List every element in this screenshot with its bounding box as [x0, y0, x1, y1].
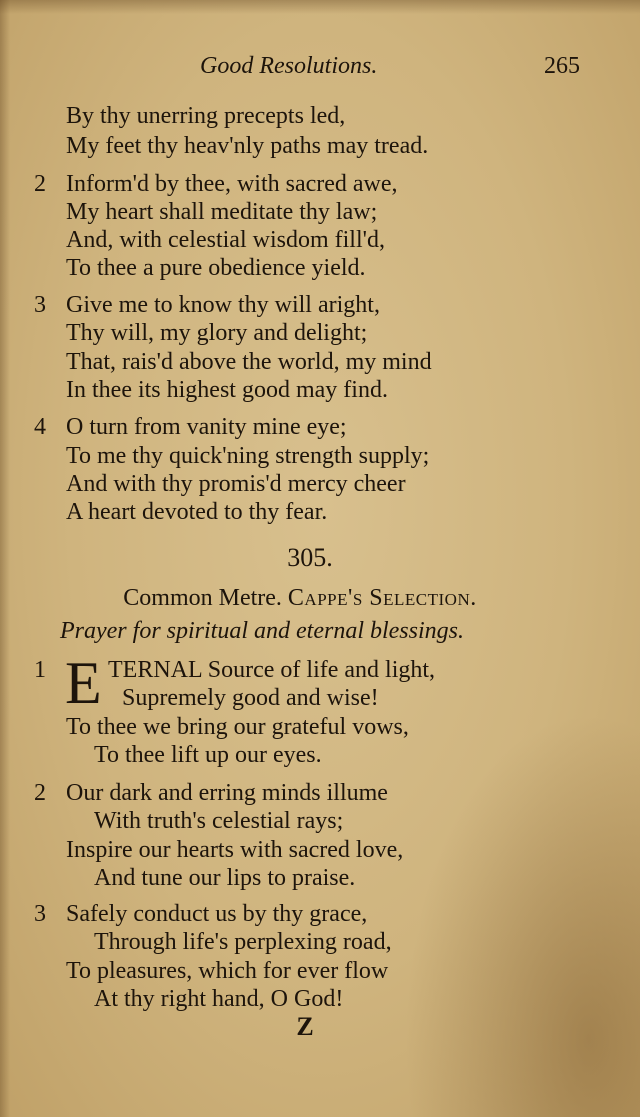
- stanza-number: 2: [34, 171, 46, 197]
- stanza-number: 4: [34, 414, 46, 440]
- page-number: 265: [544, 53, 580, 79]
- verse-line: Thy will, my glory and delight;: [66, 320, 368, 346]
- verse-line: With truth's celestial rays;: [94, 808, 344, 834]
- stanza-number: 3: [34, 292, 46, 318]
- hymn-title: Prayer for spiritual and eternal blessings.: [60, 618, 464, 644]
- verse-line: Inform'd by thee, with sacred awe,: [66, 171, 398, 197]
- page-top-shadow: [0, 0, 640, 14]
- verse-line: My feet thy heav'nly paths may tread.: [66, 133, 429, 159]
- verse-line: To thee a pure obedience yield.: [66, 255, 366, 281]
- verse-line: At thy right hand, O God!: [94, 986, 344, 1012]
- hymn-meter-line: [0, 585, 600, 612]
- verse-line: In thee its highest good may find.: [66, 377, 388, 403]
- stanza-number: 1: [34, 657, 46, 683]
- verse-line: Our dark and erring minds illume: [66, 780, 388, 806]
- running-head-title: Good Resolutions.: [200, 53, 378, 79]
- verse-line: And tune our lips to praise.: [94, 865, 356, 891]
- hymn-number: 305.: [287, 543, 333, 572]
- stanza-number: 3: [34, 901, 46, 927]
- verse-line: TERNAL Source of life and light,: [108, 657, 436, 683]
- hymn-meter: Common Metre.: [123, 585, 282, 611]
- verse-line: That, rais'd above the world, my mind: [66, 349, 432, 375]
- stanza-number: 2: [34, 780, 46, 806]
- drop-cap: E: [65, 650, 102, 716]
- verse-line: Through life's perplexing road,: [94, 929, 392, 955]
- verse-line: By thy unerring precepts led,: [66, 103, 346, 129]
- verse-line: To thee lift up our eyes.: [94, 742, 322, 768]
- verse-line: My heart shall meditate thy law;: [66, 199, 378, 225]
- verse-line: O turn from vanity mine eye;: [66, 414, 347, 440]
- verse-line: To pleasures, which for ever flow: [66, 958, 389, 984]
- verse-line: To thee we bring our grateful vows,: [66, 714, 409, 740]
- verse-line: Inspire our hearts with sacred love,: [66, 837, 404, 863]
- running-head: [200, 53, 580, 85]
- verse-line: To me thy quick'ning strength supply;: [66, 443, 430, 469]
- hymn-source: Cappe's Selection.: [287, 585, 477, 611]
- verse-line: And with thy promis'd mercy cheer: [66, 471, 406, 497]
- verse-line: A heart devoted to thy fear.: [66, 499, 328, 525]
- verse-line: Give me to know thy will aright,: [66, 292, 380, 318]
- verse-line: Supremely good and wise!: [122, 685, 379, 711]
- verse-line: Safely conduct us by thy grace,: [66, 901, 368, 927]
- signature-mark: Z: [296, 1012, 314, 1041]
- verse-line: And, with celestial wisdom fill'd,: [66, 227, 385, 253]
